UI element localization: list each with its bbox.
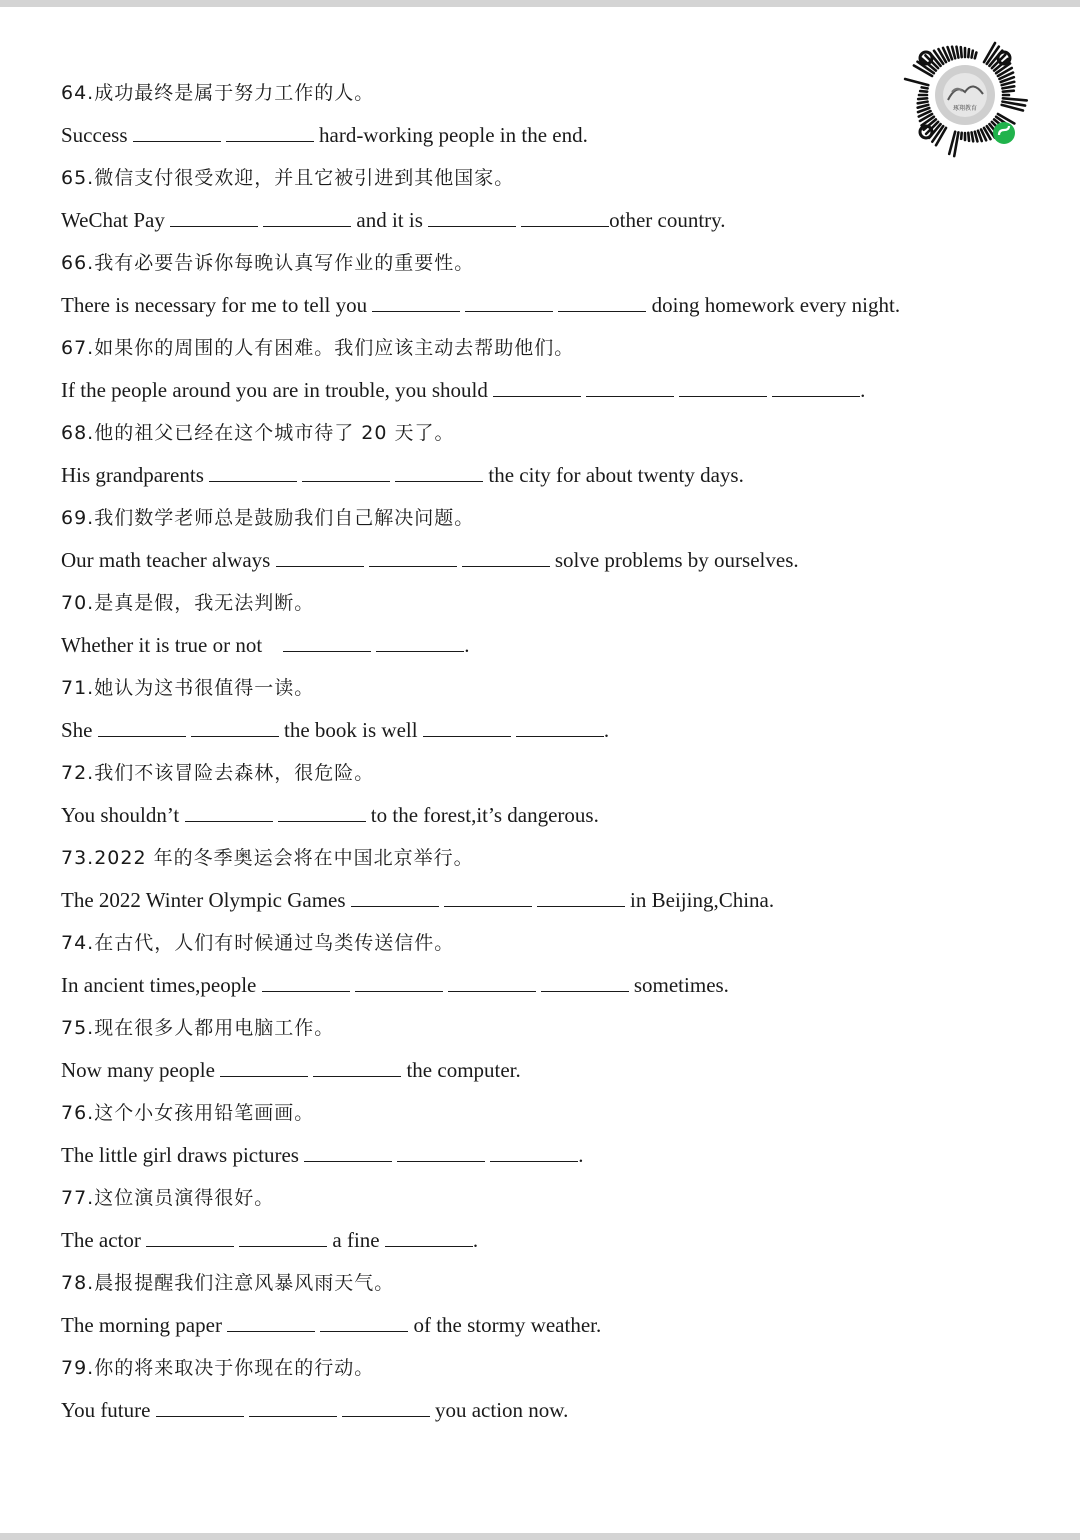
question-chinese-text: 68.他的祖父已经在这个城市待了 20 天了。 (61, 422, 455, 444)
sentence-text: a fine (327, 1228, 385, 1252)
question-english-sentence (61, 462, 744, 488)
question-english-sentence (61, 207, 726, 233)
sentence-text: and it is (351, 208, 429, 232)
top-edge-bar (0, 0, 1080, 7)
sentence-text: sometimes. (628, 973, 729, 997)
question-english-sentence (61, 1312, 601, 1338)
sentence-text: WeChat Pay (61, 208, 171, 232)
answer-blank[interactable] (133, 123, 221, 142)
sentence-text: solve problems by ourselves. (549, 548, 799, 572)
answer-blank[interactable] (351, 888, 439, 907)
question-english-sentence (61, 292, 900, 318)
question-chinese-text: 64.成功最终是属于努力工作的人。 (61, 82, 375, 104)
sentence-text: . (464, 633, 470, 657)
question-english-sentence (61, 547, 799, 573)
sentence-text: If the people around you are in trouble, you should (61, 378, 494, 402)
question-english-sentence (61, 717, 609, 743)
sentence-text: The morning paper (61, 1313, 228, 1337)
question-chinese-text: 69.我们数学老师总是鼓励我们自己解决问题。 (61, 507, 475, 529)
answer-blank[interactable] (170, 208, 258, 227)
answer-blank[interactable] (283, 633, 371, 652)
question-item (61, 930, 1041, 1015)
answer-blank[interactable] (227, 1313, 315, 1332)
question-english-sentence (61, 1227, 478, 1253)
question-english-sentence (61, 972, 729, 998)
question-item (61, 1100, 1041, 1185)
sentence-text: The little girl draws pictures (61, 1143, 305, 1167)
question-english-sentence (61, 122, 588, 148)
question-item (61, 1185, 1041, 1270)
question-chinese-text: 66.我有必要告诉你每晚认真写作业的重要性。 (61, 252, 475, 274)
answer-blank[interactable] (490, 1143, 578, 1162)
answer-blank[interactable] (226, 123, 314, 142)
question-english-sentence (61, 632, 469, 658)
question-item (61, 675, 1041, 760)
sentence-text: The actor (61, 1228, 147, 1252)
sentence-text: Now many people (61, 1058, 221, 1082)
sentence-text: you action now. (429, 1398, 569, 1422)
answer-blank[interactable] (209, 463, 297, 482)
answer-blank[interactable] (262, 973, 350, 992)
answer-blank[interactable] (521, 208, 609, 227)
sentence-text: . (578, 1143, 584, 1167)
question-chinese-text: 65.微信支付很受欢迎，并且它被引进到其他国家。 (61, 167, 515, 189)
sentence-text: of the stormy weather. (408, 1313, 602, 1337)
question-chinese-text: 74.在古代，人们有时候通过鸟类传送信件。 (61, 932, 455, 954)
question-item (61, 505, 1041, 590)
sentence-text: . (860, 378, 866, 402)
question-item (61, 845, 1041, 930)
question-english-sentence (61, 377, 865, 403)
answer-blank[interactable] (278, 803, 366, 822)
answer-blank[interactable] (313, 1058, 401, 1077)
bottom-edge-bar (0, 1533, 1080, 1540)
question-english-sentence (61, 1397, 568, 1423)
question-chinese-text: 77.这位演员演得很好。 (61, 1187, 275, 1209)
question-item (61, 760, 1041, 845)
sentence-text: Whether it is true or not (61, 633, 284, 657)
question-chinese-text: 73.2022 年的冬季奥运会将在中国北京举行。 (61, 847, 474, 869)
answer-blank[interactable] (462, 548, 550, 567)
question-item (61, 250, 1041, 335)
question-chinese-text: 76.这个小女孩用铅笔画画。 (61, 1102, 315, 1124)
answer-blank[interactable] (220, 1058, 308, 1077)
answer-blank[interactable] (191, 718, 279, 737)
qr-center-text: 琢翔教育 (952, 105, 978, 112)
question-chinese-text: 71.她认为这书很值得一读。 (61, 677, 315, 699)
answer-blank[interactable] (444, 888, 532, 907)
answer-blank[interactable] (428, 208, 516, 227)
sentence-text: She (61, 718, 98, 742)
sentence-text: hard-working people in the end. (313, 123, 588, 147)
answer-blank[interactable] (249, 1398, 337, 1417)
answer-blank[interactable] (342, 1398, 430, 1417)
question-chinese-text: 70.是真是假，我无法判断。 (61, 592, 315, 614)
answer-blank[interactable] (146, 1228, 234, 1247)
sentence-text: In ancient times,people (61, 973, 262, 997)
sentence-text: the computer. (401, 1058, 521, 1082)
answer-blank[interactable] (395, 463, 483, 482)
question-english-sentence (61, 887, 774, 913)
sentence-text: You future (61, 1398, 156, 1422)
question-item (61, 165, 1041, 250)
sentence-text: The 2022 Winter Olympic Games (61, 888, 351, 912)
answer-blank[interactable] (276, 548, 364, 567)
question-item (61, 1355, 1041, 1440)
answer-blank[interactable] (304, 1143, 392, 1162)
question-item (61, 80, 1041, 165)
answer-blank[interactable] (493, 378, 581, 397)
sentence-text: . (472, 1228, 479, 1252)
answer-blank[interactable] (558, 293, 646, 312)
answer-blank[interactable] (263, 208, 351, 227)
sentence-text: doing homework every night. (646, 293, 901, 317)
answer-blank[interactable] (448, 973, 536, 992)
sentence-text: Success (61, 123, 133, 147)
answer-blank[interactable] (302, 463, 390, 482)
answer-blank[interactable] (541, 973, 629, 992)
answer-blank[interactable] (239, 1228, 327, 1247)
answer-blank[interactable] (537, 888, 625, 907)
question-item (61, 335, 1041, 420)
answer-blank[interactable] (185, 803, 273, 822)
answer-blank[interactable] (772, 378, 860, 397)
sentence-text: There is necessary for me to tell you (61, 293, 373, 317)
question-english-sentence (61, 802, 599, 828)
question-item (61, 1015, 1041, 1100)
question-item (61, 420, 1041, 505)
sentence-text: to the forest,it’s dangerous. (365, 803, 599, 827)
question-chinese-text: 78.晨报提醒我们注意风暴风雨天气。 (61, 1272, 395, 1294)
question-english-sentence (61, 1142, 583, 1168)
sentence-text: You shouldn’t (61, 803, 185, 827)
answer-blank[interactable] (423, 718, 511, 737)
answer-blank[interactable] (320, 1313, 408, 1332)
answer-blank[interactable] (98, 718, 186, 737)
question-item (61, 1270, 1041, 1355)
question-chinese-text: 75.现在很多人都用电脑工作。 (61, 1017, 335, 1039)
answer-blank[interactable] (586, 378, 674, 397)
question-chinese-text: 72.我们不该冒险去森林，很危险。 (61, 762, 375, 784)
answer-blank[interactable] (355, 973, 443, 992)
answer-blank[interactable] (376, 633, 464, 652)
sentence-text: His grandparents (61, 463, 210, 487)
question-chinese-text: 67.如果你的周围的人有困难。我们应该主动去帮助他们。 (61, 337, 575, 359)
answer-blank[interactable] (156, 1398, 244, 1417)
question-item (61, 590, 1041, 675)
sentence-text: Our math teacher always (61, 548, 276, 572)
sentence-text: the city for about twenty days. (483, 463, 744, 487)
question-english-sentence (61, 1057, 521, 1083)
sentence-text: in Beijing,China. (624, 888, 775, 912)
question-chinese-text: 79.你的将来取决于你现在的行动。 (61, 1357, 375, 1379)
sentence-text: the book is well (278, 718, 423, 742)
sentence-text: . (603, 718, 610, 742)
answer-blank[interactable] (369, 548, 457, 567)
answer-blank[interactable] (385, 1228, 473, 1247)
answer-blank[interactable] (516, 718, 604, 737)
answer-blank[interactable] (465, 293, 553, 312)
answer-blank[interactable] (679, 378, 767, 397)
answer-blank[interactable] (397, 1143, 485, 1162)
sentence-text: other country. (609, 208, 726, 232)
answer-blank[interactable] (372, 293, 460, 312)
